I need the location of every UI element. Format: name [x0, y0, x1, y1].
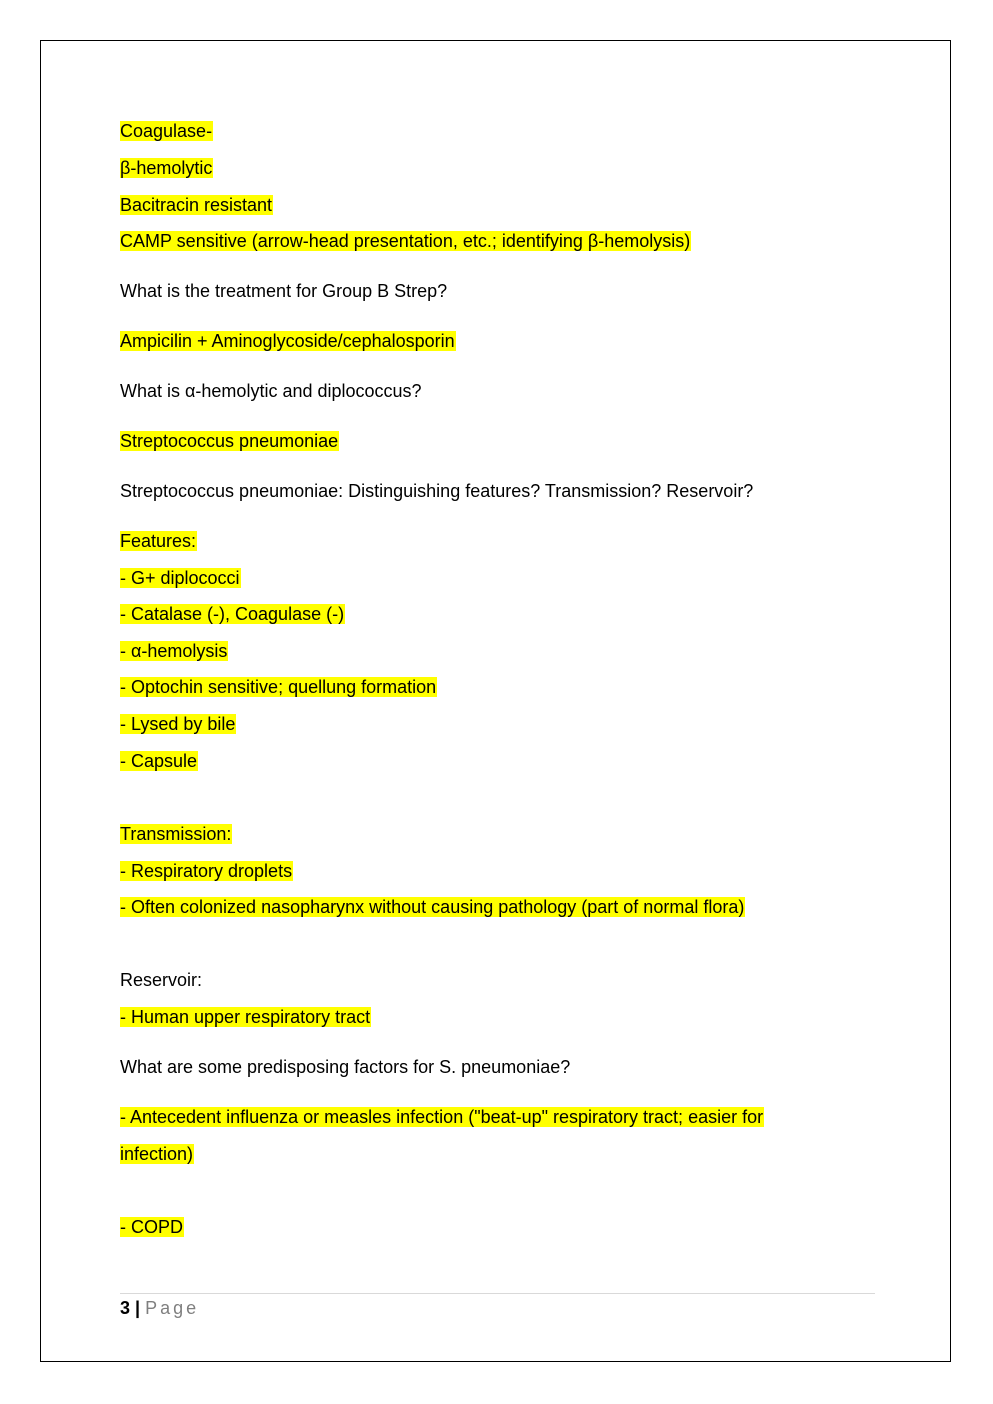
footer-separator: |: [135, 1298, 141, 1318]
list-item: - Catalase (-), Coagulase (-): [120, 604, 345, 624]
list-item: - Lysed by bile: [120, 714, 236, 734]
list-item: - G+ diplococci: [120, 568, 240, 588]
list-item: - Optochin sensitive; quellung formation: [120, 677, 437, 697]
list-item: - Human upper respiratory tract: [120, 1007, 371, 1027]
question-line: Streptococcus pneumoniae: Distinguishing features? Transmission? Reservoir?: [120, 481, 754, 501]
question-line: What is α-hemolytic and diplococcus?: [120, 381, 422, 401]
answer-line: Ampicilin + Aminoglycoside/cephalosporin: [120, 331, 455, 351]
list-item: - COPD: [120, 1217, 183, 1237]
list-item-continuation: infection): [120, 1144, 194, 1164]
question-line: What are some predisposing factors for S. pneumoniae?: [120, 1057, 571, 1077]
text-line: Coagulase-: [120, 121, 213, 141]
text-line: CAMP sensitive (arrow-head presentation, etc.; identifying β-hemolysis): [120, 231, 691, 251]
section-heading: Transmission:: [120, 824, 232, 844]
list-item: - Often colonized nasopharynx without causing pathology (part of normal flora): [120, 897, 745, 917]
text-line: Bacitracin resistant: [120, 195, 273, 215]
list-item: - Respiratory droplets: [120, 861, 293, 881]
page-label: Page: [145, 1298, 200, 1318]
section-heading: Reservoir:: [120, 970, 203, 990]
page-footer: [120, 1296, 199, 1320]
footer-divider: [120, 1293, 875, 1294]
list-item: - α-hemolysis: [120, 641, 228, 661]
question-line: What is the treatment for Group B Strep?: [120, 281, 448, 301]
text-line: β-hemolytic: [120, 158, 213, 178]
section-heading: Features:: [120, 531, 197, 551]
list-item: - Capsule: [120, 751, 198, 771]
page-number: 3: [120, 1298, 131, 1318]
list-item: - Antecedent influenza or measles infection ("beat-up" respiratory tract; easier for: [120, 1107, 764, 1127]
answer-line: Streptococcus pneumoniae: [120, 431, 339, 451]
